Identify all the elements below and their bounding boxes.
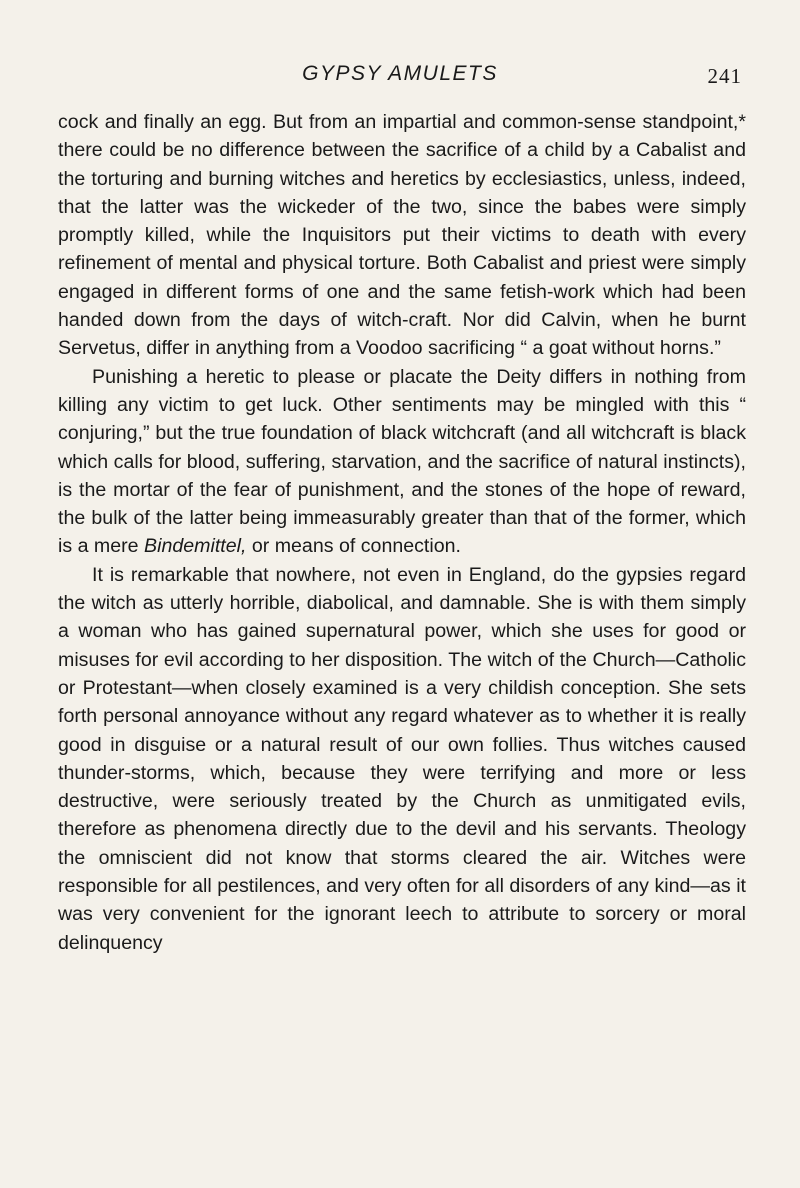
paragraph-2-text-after: or means of connection. (246, 535, 461, 558)
running-title: GYPSY AMULETS (302, 62, 498, 85)
italic-term-bindemittel: Bindemittel, (144, 535, 247, 558)
paragraph-3: It is remarkable that nowhere, not even in England, do the gypsies regard the witch as utterly horrible, diabolical, and damnable. She is with them simply a woman who has gained supernatural power, which she uses for good or misuses for evil according to her disposition. The witch of the Church—Catholic or Protestant—when closely examined is a very childish conception. She sets forth personal annoyance without any regard whatever as to whether it is really good in disguise or a natural result of our own follies. Thus witches caused thunder-storms, which, because they were terrifying and more or less destructive, were seriously treated by the Church as unmitigated evils, therefore as phenomena directly due to the devil and his servants. Theology the omniscient did not know that storms cleared the air. Witches were responsible for all pestilences, and very often for all disorders of any kind—as it was very convenient for the ignorant leech to attribute to sorcery or moral delinquency (58, 563, 746, 954)
page-number: 241 (707, 64, 742, 88)
running-head (0, 62, 800, 92)
paragraph-2-text-before: Punishing a heretic to please or placate the Deity differs in nothing from killing any victim to get luck. Other sentiments may be mingled with this “ conjuring,” but the true foundation of black witchcraft (and all witchcraft is black which calls for blood, suffering, starvation, and the sacrifice of natural instincts), is the mortar of the fear of punishment, and the stones of the hope of reward, the bulk of the latter being immeasurably greater than that of the former, which is a mere (58, 365, 746, 558)
paragraph-2 (58, 363, 746, 561)
paragraph-1: cock and finally an egg. But from an impartial and common-sense standpoint,* there could be no difference between the sacrifice of a child by a Cabalist and the torturing and burning witches and heretics by ecclesiastics, unless, indeed, that the latter was the wickeder of the two, since the babes were simply promptly killed, while the Inquisitors put their victims to death with every refinement of mental and physical torture. Both Cabalist and priest were simply engaged in different forms of one and the same fetish-work which had been handed down from the days of witch-craft. Nor did Calvin, when he burnt Servetus, differ in anything from a Voodoo sacrificing “ a goat without horns.” (58, 111, 746, 360)
body-text (58, 108, 746, 957)
